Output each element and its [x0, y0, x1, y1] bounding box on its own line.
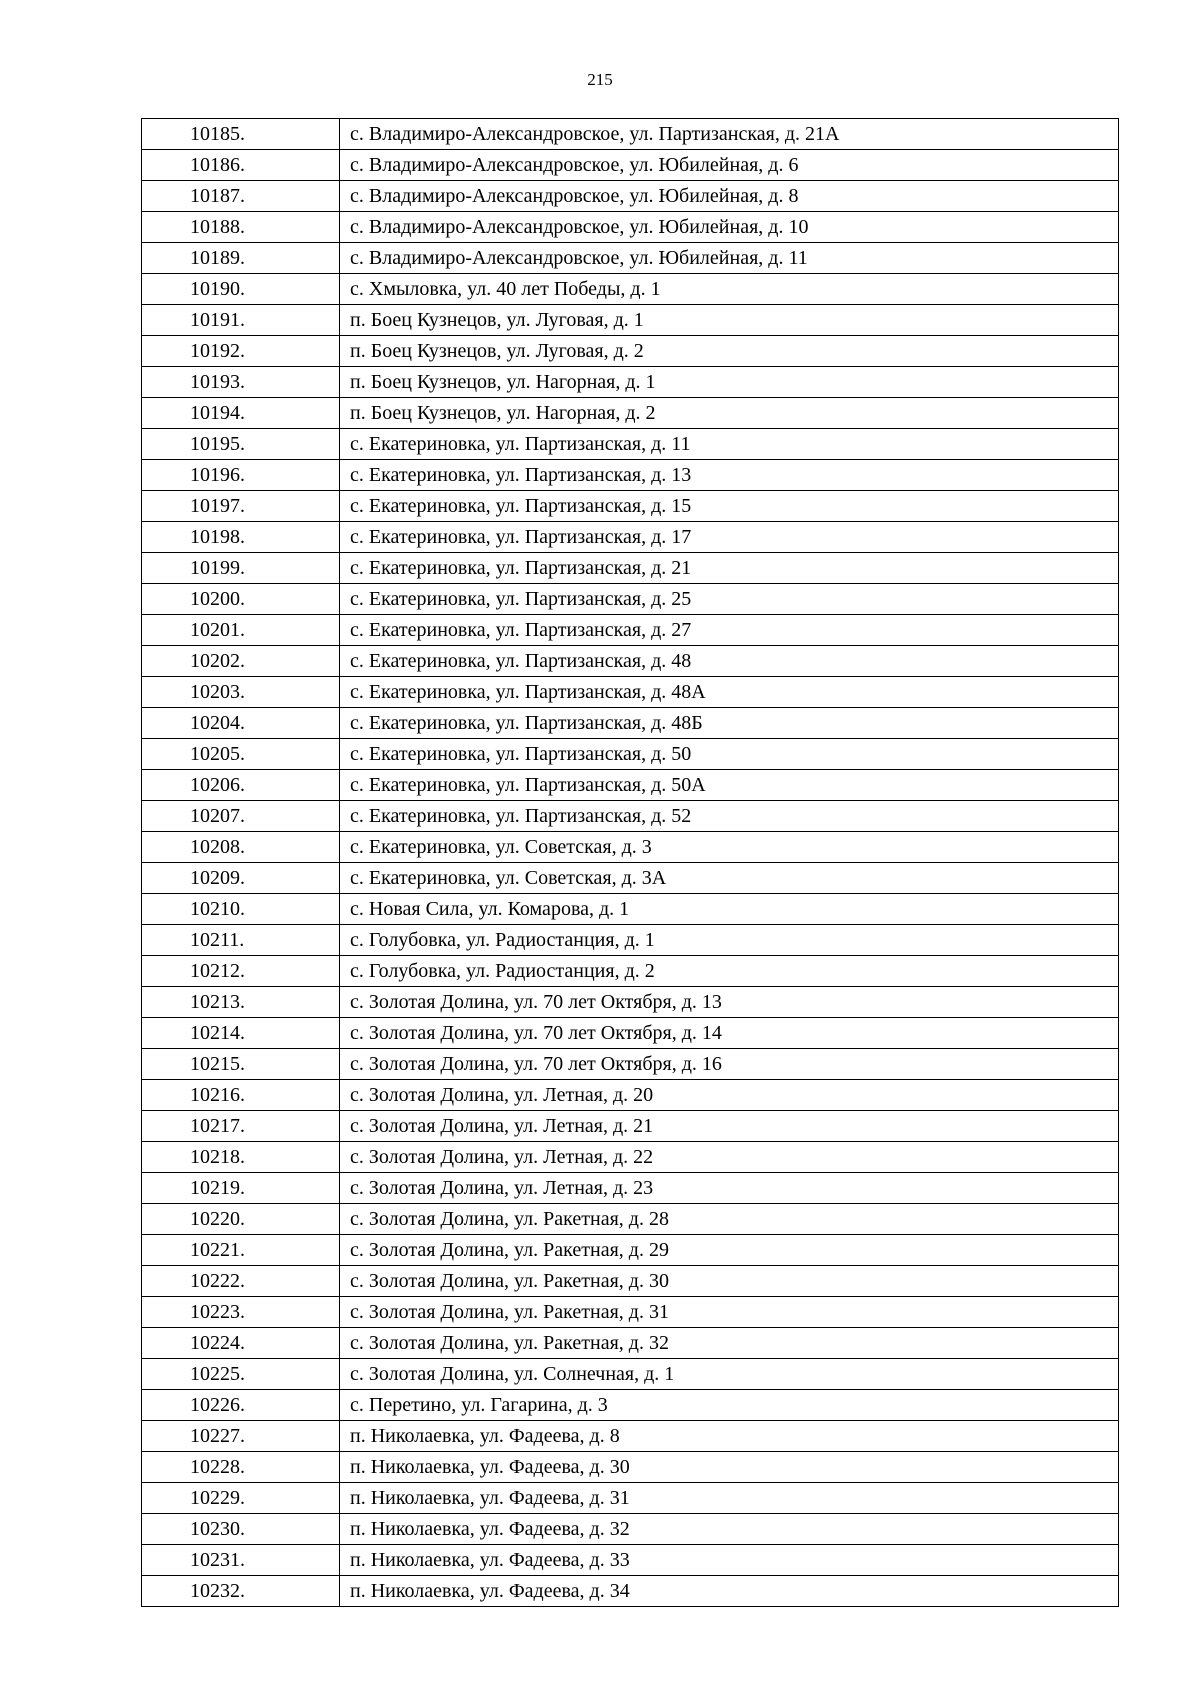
- address-cell: с. Новая Сила, ул. Комарова, д. 1: [340, 894, 1119, 925]
- table-row: [142, 1049, 1119, 1080]
- table-row: [142, 584, 1119, 615]
- table-row: [142, 1576, 1119, 1607]
- address-cell: с. Екатериновка, ул. Советская, д. 3: [340, 832, 1119, 863]
- row-number-cell: 10190.: [142, 274, 340, 305]
- row-number-cell: 10232.: [142, 1576, 340, 1607]
- table-row: [142, 739, 1119, 770]
- address-cell: с. Екатериновка, ул. Партизанская, д. 25: [340, 584, 1119, 615]
- row-number-cell: 10216.: [142, 1080, 340, 1111]
- table-row: [142, 460, 1119, 491]
- row-number-cell: 10215.: [142, 1049, 340, 1080]
- table-row: [142, 1452, 1119, 1483]
- table-row: [142, 1080, 1119, 1111]
- table-row: [142, 212, 1119, 243]
- row-number-cell: 10227.: [142, 1421, 340, 1452]
- address-cell: с. Золотая Долина, ул. 70 лет Октября, д. 14: [340, 1018, 1119, 1049]
- table-row: [142, 677, 1119, 708]
- row-number-cell: 10195.: [142, 429, 340, 460]
- address-table: [141, 118, 1119, 1607]
- table-row: [142, 832, 1119, 863]
- row-number-cell: 10208.: [142, 832, 340, 863]
- row-number-cell: 10193.: [142, 367, 340, 398]
- table-row: [142, 119, 1119, 150]
- table-row: [142, 553, 1119, 584]
- address-cell: с. Золотая Долина, ул. Ракетная, д. 31: [340, 1297, 1119, 1328]
- address-cell: с. Голубовка, ул. Радиостанция, д. 1: [340, 925, 1119, 956]
- address-cell: с. Екатериновка, ул. Партизанская, д. 17: [340, 522, 1119, 553]
- row-number-cell: 10221.: [142, 1235, 340, 1266]
- address-cell: п. Николаевка, ул. Фадеева, д. 8: [340, 1421, 1119, 1452]
- address-cell: с. Голубовка, ул. Радиостанция, д. 2: [340, 956, 1119, 987]
- address-cell: с. Золотая Долина, ул. 70 лет Октября, д. 13: [340, 987, 1119, 1018]
- row-number-cell: 10212.: [142, 956, 340, 987]
- table-row: [142, 956, 1119, 987]
- row-number-cell: 10185.: [142, 119, 340, 150]
- address-cell: с. Золотая Долина, ул. Солнечная, д. 1: [340, 1359, 1119, 1390]
- table-row: [142, 1142, 1119, 1173]
- address-cell: с. Владимиро-Александровское, ул. Юбилейная, д. 6: [340, 150, 1119, 181]
- address-cell: с. Владимиро-Александровское, ул. Юбилейная, д. 10: [340, 212, 1119, 243]
- address-cell: с. Екатериновка, ул. Партизанская, д. 21: [340, 553, 1119, 584]
- table-row: [142, 243, 1119, 274]
- address-cell: с. Екатериновка, ул. Партизанская, д. 50А: [340, 770, 1119, 801]
- row-number-cell: 10203.: [142, 677, 340, 708]
- row-number-cell: 10225.: [142, 1359, 340, 1390]
- row-number-cell: 10196.: [142, 460, 340, 491]
- address-cell: с. Хмыловка, ул. 40 лет Победы, д. 1: [340, 274, 1119, 305]
- address-cell: с. Золотая Долина, ул. Ракетная, д. 29: [340, 1235, 1119, 1266]
- table-row: [142, 615, 1119, 646]
- row-number-cell: 10218.: [142, 1142, 340, 1173]
- row-number-cell: 10214.: [142, 1018, 340, 1049]
- address-cell: с. Владимиро-Александровское, ул. Партизанская, д. 21А: [340, 119, 1119, 150]
- row-number-cell: 10219.: [142, 1173, 340, 1204]
- row-number-cell: 10220.: [142, 1204, 340, 1235]
- table-row: [142, 1545, 1119, 1576]
- table-row: [142, 1328, 1119, 1359]
- row-number-cell: 10229.: [142, 1483, 340, 1514]
- row-number-cell: 10207.: [142, 801, 340, 832]
- row-number-cell: 10205.: [142, 739, 340, 770]
- row-number-cell: 10230.: [142, 1514, 340, 1545]
- table-row: [142, 491, 1119, 522]
- address-cell: с. Екатериновка, ул. Партизанская, д. 13: [340, 460, 1119, 491]
- address-cell: с. Золотая Долина, ул. Ракетная, д. 32: [340, 1328, 1119, 1359]
- table-row: [142, 150, 1119, 181]
- table-row: [142, 367, 1119, 398]
- address-cell: п. Николаевка, ул. Фадеева, д. 31: [340, 1483, 1119, 1514]
- table-row: [142, 181, 1119, 212]
- row-number-cell: 10228.: [142, 1452, 340, 1483]
- table-row: [142, 1359, 1119, 1390]
- table-row: [142, 801, 1119, 832]
- address-cell: с. Екатериновка, ул. Партизанская, д. 11: [340, 429, 1119, 460]
- table-row: [142, 1390, 1119, 1421]
- row-number-cell: 10187.: [142, 181, 340, 212]
- row-number-cell: 10202.: [142, 646, 340, 677]
- row-number-cell: 10222.: [142, 1266, 340, 1297]
- address-cell: с. Екатериновка, ул. Партизанская, д. 48: [340, 646, 1119, 677]
- row-number-cell: 10201.: [142, 615, 340, 646]
- row-number-cell: 10223.: [142, 1297, 340, 1328]
- table-row: [142, 894, 1119, 925]
- row-number-cell: 10217.: [142, 1111, 340, 1142]
- table-row: [142, 708, 1119, 739]
- table-row: [142, 925, 1119, 956]
- table-row: [142, 770, 1119, 801]
- table-row: [142, 305, 1119, 336]
- table-row: [142, 1111, 1119, 1142]
- table-row: [142, 398, 1119, 429]
- address-cell: п. Николаевка, ул. Фадеева, д. 33: [340, 1545, 1119, 1576]
- table-row: [142, 987, 1119, 1018]
- table-row: [142, 863, 1119, 894]
- row-number-cell: 10200.: [142, 584, 340, 615]
- table-row: [142, 1235, 1119, 1266]
- row-number-cell: 10226.: [142, 1390, 340, 1421]
- table-row: [142, 1514, 1119, 1545]
- table-row: [142, 429, 1119, 460]
- row-number-cell: 10231.: [142, 1545, 340, 1576]
- row-number-cell: 10192.: [142, 336, 340, 367]
- table-row: [142, 522, 1119, 553]
- address-cell: п. Боец Кузнецов, ул. Нагорная, д. 2: [340, 398, 1119, 429]
- table-row: [142, 1204, 1119, 1235]
- address-cell: с. Екатериновка, ул. Советская, д. 3А: [340, 863, 1119, 894]
- address-cell: с. Золотая Долина, ул. Летная, д. 21: [340, 1111, 1119, 1142]
- row-number-cell: 10206.: [142, 770, 340, 801]
- address-cell: с. Золотая Долина, ул. Летная, д. 22: [340, 1142, 1119, 1173]
- page-number: 215: [587, 70, 613, 89]
- row-number-cell: 10194.: [142, 398, 340, 429]
- table-row: [142, 1173, 1119, 1204]
- row-number-cell: 10210.: [142, 894, 340, 925]
- address-cell: с. Золотая Долина, ул. Ракетная, д. 30: [340, 1266, 1119, 1297]
- address-cell: с. Золотая Долина, ул. Летная, д. 20: [340, 1080, 1119, 1111]
- address-cell: с. Екатериновка, ул. Партизанская, д. 15: [340, 491, 1119, 522]
- table-row: [142, 1297, 1119, 1328]
- address-cell: п. Боец Кузнецов, ул. Луговая, д. 1: [340, 305, 1119, 336]
- row-number-cell: 10224.: [142, 1328, 340, 1359]
- row-number-cell: 10213.: [142, 987, 340, 1018]
- row-number-cell: 10198.: [142, 522, 340, 553]
- row-number-cell: 10197.: [142, 491, 340, 522]
- address-cell: с. Золотая Долина, ул. 70 лет Октября, д. 16: [340, 1049, 1119, 1080]
- address-cell: с. Екатериновка, ул. Партизанская, д. 52: [340, 801, 1119, 832]
- table-row: [142, 1018, 1119, 1049]
- table-row: [142, 1421, 1119, 1452]
- address-cell: п. Николаевка, ул. Фадеева, д. 34: [340, 1576, 1119, 1607]
- table-row: [142, 1266, 1119, 1297]
- address-cell: с. Перетино, ул. Гагарина, д. 3: [340, 1390, 1119, 1421]
- address-cell: п. Николаевка, ул. Фадеева, д. 30: [340, 1452, 1119, 1483]
- address-cell: с. Екатериновка, ул. Партизанская, д. 48А: [340, 677, 1119, 708]
- row-number-cell: 10209.: [142, 863, 340, 894]
- address-cell: п. Боец Кузнецов, ул. Луговая, д. 2: [340, 336, 1119, 367]
- row-number-cell: 10211.: [142, 925, 340, 956]
- address-cell: с. Золотая Долина, ул. Ракетная, д. 28: [340, 1204, 1119, 1235]
- address-cell: п. Боец Кузнецов, ул. Нагорная, д. 1: [340, 367, 1119, 398]
- row-number-cell: 10188.: [142, 212, 340, 243]
- table-row: [142, 646, 1119, 677]
- address-cell: с. Екатериновка, ул. Партизанская, д. 27: [340, 615, 1119, 646]
- row-number-cell: 10191.: [142, 305, 340, 336]
- address-cell: с. Золотая Долина, ул. Летная, д. 23: [340, 1173, 1119, 1204]
- row-number-cell: 10186.: [142, 150, 340, 181]
- address-table-body: [142, 119, 1119, 1607]
- address-cell: с. Владимиро-Александровское, ул. Юбилейная, д. 11: [340, 243, 1119, 274]
- table-row: [142, 1483, 1119, 1514]
- row-number-cell: 10199.: [142, 553, 340, 584]
- table-row: [142, 336, 1119, 367]
- row-number-cell: 10204.: [142, 708, 340, 739]
- address-cell: с. Екатериновка, ул. Партизанская, д. 48Б: [340, 708, 1119, 739]
- address-cell: п. Николаевка, ул. Фадеева, д. 32: [340, 1514, 1119, 1545]
- row-number-cell: 10189.: [142, 243, 340, 274]
- table-row: [142, 274, 1119, 305]
- address-cell: с. Владимиро-Александровское, ул. Юбилейная, д. 8: [340, 181, 1119, 212]
- address-cell: с. Екатериновка, ул. Партизанская, д. 50: [340, 739, 1119, 770]
